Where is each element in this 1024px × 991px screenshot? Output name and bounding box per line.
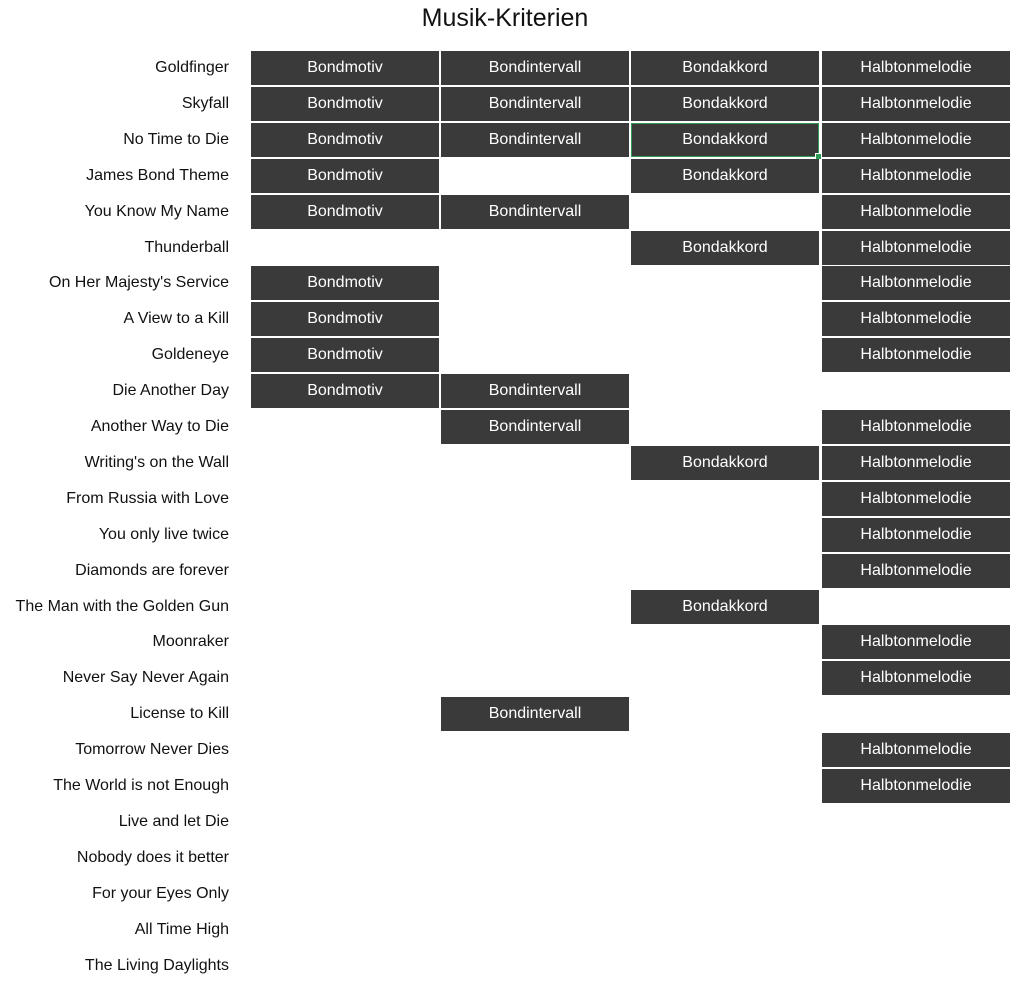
empty-cell[interactable] <box>251 769 439 803</box>
empty-cell[interactable] <box>251 661 439 695</box>
table-row <box>0 231 1012 265</box>
table-row <box>0 338 1012 372</box>
empty-cell[interactable] <box>441 877 629 911</box>
song-label: On Her Majesty's Service <box>49 274 229 291</box>
chart-title: Musik-Kriterien <box>421 4 589 32</box>
table-row <box>0 590 1012 624</box>
table-row <box>0 266 1012 300</box>
empty-cell[interactable] <box>631 302 819 336</box>
song-label: Goldfinger <box>155 59 229 76</box>
table-row <box>0 769 1012 803</box>
empty-cell[interactable] <box>441 159 629 193</box>
criterion-cell-halbtonmelodie[interactable]: Halbtonmelodie <box>822 625 1010 659</box>
song-label: A View to a Kill <box>123 310 229 327</box>
criterion-cell-halbtonmelodie[interactable]: Halbtonmelodie <box>822 733 1010 767</box>
empty-cell[interactable] <box>251 733 439 767</box>
criterion-cell-bondmotiv[interactable]: Bondmotiv <box>251 87 439 121</box>
table-row <box>0 518 1012 552</box>
criterion-cell-bondintervall[interactable]: Bondintervall <box>441 87 629 121</box>
table-row <box>0 302 1012 336</box>
criterion-cell-halbtonmelodie[interactable]: Halbtonmelodie <box>822 661 1010 695</box>
table-row <box>0 159 1012 193</box>
empty-cell[interactable] <box>441 733 629 767</box>
song-label: Nobody does it better <box>76 849 229 866</box>
empty-cell[interactable] <box>251 231 439 265</box>
criterion-cell-halbtonmelodie[interactable]: Halbtonmelodie <box>822 518 1010 552</box>
criterion-cell-bondakkord[interactable]: Bondakkord <box>631 51 819 85</box>
empty-cell[interactable] <box>441 661 629 695</box>
song-label: Goldeneye <box>151 346 229 363</box>
empty-cell[interactable] <box>822 841 1010 875</box>
song-label: For your Eyes Only <box>92 885 229 902</box>
empty-cell[interactable] <box>251 841 439 875</box>
criterion-cell-bondmotiv[interactable]: Bondmotiv <box>251 302 439 336</box>
empty-cell[interactable] <box>251 590 439 624</box>
empty-cell[interactable] <box>631 661 819 695</box>
table-row <box>0 697 1012 731</box>
empty-cell[interactable] <box>822 374 1010 408</box>
criterion-cell-bondintervall[interactable]: Bondintervall <box>441 374 629 408</box>
criterion-cell-halbtonmelodie[interactable]: Halbtonmelodie <box>822 554 1010 588</box>
criterion-cell-halbtonmelodie[interactable]: Halbtonmelodie <box>822 195 1010 229</box>
table-row <box>0 123 1012 157</box>
empty-cell[interactable] <box>631 769 819 803</box>
criterion-cell-bondmotiv[interactable]: Bondmotiv <box>251 266 439 300</box>
song-label: Skyfall <box>181 95 229 112</box>
empty-cell[interactable] <box>631 482 819 516</box>
empty-cell[interactable] <box>441 805 629 839</box>
empty-cell[interactable] <box>631 733 819 767</box>
empty-cell[interactable] <box>251 877 439 911</box>
criterion-cell-bondintervall[interactable]: Bondintervall <box>441 195 629 229</box>
empty-cell[interactable] <box>441 518 629 552</box>
empty-cell[interactable] <box>441 338 629 372</box>
criterion-cell-bondmotiv[interactable]: Bondmotiv <box>251 338 439 372</box>
criterion-cell-halbtonmelodie[interactable]: Halbtonmelodie <box>822 51 1010 85</box>
table-row <box>0 554 1012 588</box>
criterion-cell-bondakkord[interactable]: Bondakkord <box>631 446 819 480</box>
empty-cell[interactable] <box>441 231 629 265</box>
criterion-cell-bondintervall[interactable]: Bondintervall <box>441 123 629 157</box>
song-label: You only live twice <box>98 526 229 543</box>
criterion-cell-halbtonmelodie[interactable]: Halbtonmelodie <box>822 446 1010 480</box>
empty-cell[interactable] <box>631 805 819 839</box>
criterion-cell-bondintervall[interactable]: Bondintervall <box>441 51 629 85</box>
empty-cell[interactable] <box>441 266 629 300</box>
song-label: Never Say Never Again <box>62 669 229 686</box>
empty-cell[interactable] <box>631 877 819 911</box>
song-label: Another Way to Die <box>90 418 229 435</box>
criterion-cell-bondakkord[interactable]: Bondakkord <box>631 159 819 193</box>
empty-cell[interactable] <box>441 302 629 336</box>
criterion-cell-halbtonmelodie[interactable]: Halbtonmelodie <box>822 123 1010 157</box>
criterion-cell-bondintervall[interactable]: Bondintervall <box>441 697 629 731</box>
empty-cell[interactable] <box>441 913 629 947</box>
empty-cell[interactable] <box>631 697 819 731</box>
empty-cell[interactable] <box>631 374 819 408</box>
table-row <box>0 913 1012 947</box>
empty-cell[interactable] <box>441 482 629 516</box>
criterion-cell-bondmotiv[interactable]: Bondmotiv <box>251 123 439 157</box>
song-label: Writing's on the Wall <box>84 454 229 471</box>
empty-cell[interactable] <box>631 410 819 444</box>
criterion-cell-bondmotiv[interactable]: Bondmotiv <box>251 159 439 193</box>
empty-cell[interactable] <box>251 410 439 444</box>
criterion-cell-bondakkord[interactable]: Bondakkord <box>631 231 819 265</box>
empty-cell[interactable] <box>822 877 1010 911</box>
song-label: Tomorrow Never Dies <box>75 741 229 758</box>
empty-cell[interactable] <box>251 805 439 839</box>
empty-cell[interactable] <box>441 949 629 983</box>
empty-cell[interactable] <box>631 841 819 875</box>
table-row <box>0 87 1012 121</box>
empty-cell[interactable] <box>631 554 819 588</box>
empty-cell[interactable] <box>631 913 819 947</box>
song-label: Diamonds are forever <box>75 562 229 579</box>
song-label: License to Kill <box>130 705 229 722</box>
empty-cell[interactable] <box>631 338 819 372</box>
empty-cell[interactable] <box>631 518 819 552</box>
empty-cell[interactable] <box>251 518 439 552</box>
empty-cell[interactable] <box>631 195 819 229</box>
table-row <box>0 195 1012 229</box>
empty-cell[interactable] <box>251 554 439 588</box>
table-row <box>0 841 1012 875</box>
empty-cell[interactable] <box>441 590 629 624</box>
table-row <box>0 877 1012 911</box>
empty-cell[interactable] <box>441 841 629 875</box>
empty-cell[interactable] <box>251 625 439 659</box>
criterion-cell-bondakkord[interactable]: Bondakkord <box>631 87 819 121</box>
empty-cell[interactable] <box>822 697 1010 731</box>
empty-cell[interactable] <box>251 482 439 516</box>
song-label: Live and let Die <box>118 813 229 830</box>
table-row <box>0 805 1012 839</box>
criterion-cell-halbtonmelodie[interactable]: Halbtonmelodie <box>822 769 1010 803</box>
empty-cell[interactable] <box>631 949 819 983</box>
song-label: James Bond Theme <box>86 167 229 184</box>
song-label: Moonraker <box>152 633 229 650</box>
criterion-cell-bondmotiv[interactable]: Bondmotiv <box>251 374 439 408</box>
empty-cell[interactable] <box>822 805 1010 839</box>
song-label: No Time to Die <box>123 131 229 148</box>
criterion-cell-bondakkord[interactable]: Bondakkord <box>631 123 819 157</box>
criterion-cell-bondintervall[interactable]: Bondintervall <box>441 410 629 444</box>
criterion-cell-halbtonmelodie[interactable]: Halbtonmelodie <box>822 482 1010 516</box>
song-label: The World is not Enough <box>53 777 229 794</box>
criterion-cell-bondakkord[interactable]: Bondakkord <box>631 590 819 624</box>
table-row <box>0 733 1012 767</box>
song-label: The Man with the Golden Gun <box>15 598 229 615</box>
table-row <box>0 482 1012 516</box>
empty-cell[interactable] <box>251 949 439 983</box>
empty-cell[interactable] <box>822 590 1010 624</box>
table-row <box>0 51 1012 85</box>
empty-cell[interactable] <box>822 913 1010 947</box>
empty-cell[interactable] <box>631 625 819 659</box>
table-row <box>0 661 1012 695</box>
empty-cell[interactable] <box>441 769 629 803</box>
table-row <box>0 374 1012 408</box>
empty-cell[interactable] <box>441 625 629 659</box>
criterion-cell-halbtonmelodie[interactable]: Halbtonmelodie <box>822 159 1010 193</box>
criterion-cell-halbtonmelodie[interactable]: Halbtonmelodie <box>822 266 1010 300</box>
criterion-cell-halbtonmelodie[interactable]: Halbtonmelodie <box>822 231 1010 265</box>
song-label: Thunderball <box>144 239 229 256</box>
empty-cell[interactable] <box>251 446 439 480</box>
table-row <box>0 410 1012 444</box>
criterion-cell-bondmotiv[interactable]: Bondmotiv <box>251 51 439 85</box>
empty-cell[interactable] <box>822 949 1010 983</box>
table-row <box>0 625 1012 659</box>
song-label: You Know My Name <box>84 203 229 220</box>
criterion-cell-bondmotiv[interactable]: Bondmotiv <box>251 195 439 229</box>
song-label: The Living Daylights <box>84 957 229 974</box>
empty-cell[interactable] <box>631 266 819 300</box>
criterion-cell-halbtonmelodie[interactable]: Halbtonmelodie <box>822 302 1010 336</box>
empty-cell[interactable] <box>251 697 439 731</box>
empty-cell[interactable] <box>441 554 629 588</box>
empty-cell[interactable] <box>251 913 439 947</box>
song-label: From Russia with Love <box>66 490 229 507</box>
criterion-cell-halbtonmelodie[interactable]: Halbtonmelodie <box>822 87 1010 121</box>
criterion-cell-halbtonmelodie[interactable]: Halbtonmelodie <box>822 410 1010 444</box>
empty-cell[interactable] <box>441 446 629 480</box>
song-label: Die Another Day <box>112 382 229 399</box>
table-row <box>0 949 1012 983</box>
song-label: All Time High <box>134 921 229 938</box>
criterion-cell-halbtonmelodie[interactable]: Halbtonmelodie <box>822 338 1010 372</box>
table-row <box>0 446 1012 480</box>
